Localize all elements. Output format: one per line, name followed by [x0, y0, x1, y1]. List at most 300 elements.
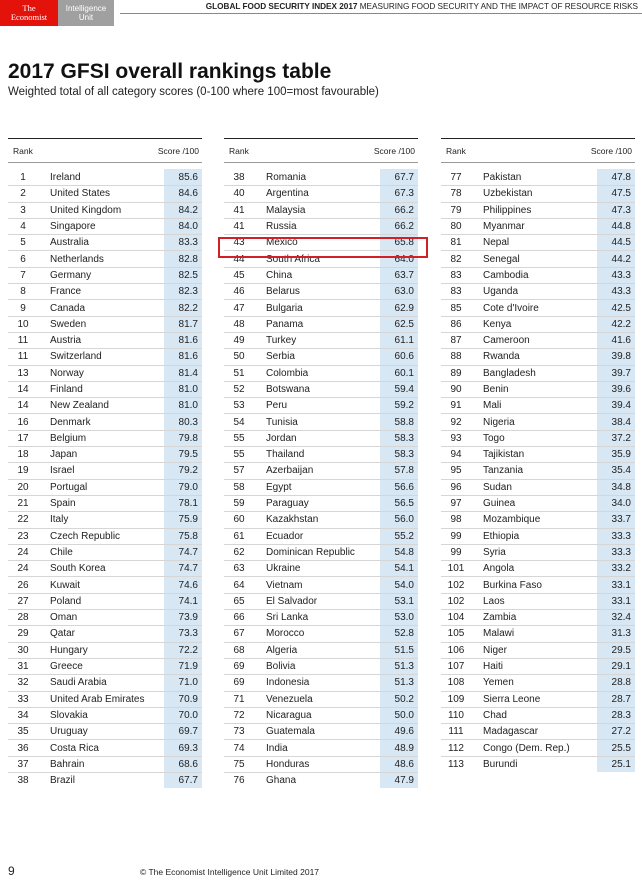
- rank-cell: 97: [450, 498, 462, 510]
- rank-cell: 60: [233, 514, 245, 526]
- score-cell: 35.4: [597, 463, 635, 478]
- score-cell: 79.0: [164, 480, 202, 495]
- score-cell: 69.7: [164, 724, 202, 739]
- country-cell: Austria: [50, 335, 82, 347]
- rank-cell: 40: [233, 188, 245, 200]
- table-row: [441, 250, 635, 266]
- table-row: [441, 283, 635, 299]
- table-row: [224, 446, 418, 462]
- score-cell: 75.8: [164, 529, 202, 544]
- table-row: [224, 495, 418, 511]
- country-cell: France: [50, 286, 82, 298]
- country-cell: Myanmar: [483, 221, 525, 233]
- rank-cell: 2: [20, 188, 26, 200]
- table-row: [441, 625, 635, 641]
- rank-cell: 91: [450, 400, 462, 412]
- rank-cell: 47: [233, 302, 245, 314]
- country-cell: Belarus: [266, 286, 300, 298]
- table-row: [224, 642, 418, 658]
- table-row: [224, 218, 418, 234]
- column-header: [224, 138, 418, 163]
- rank-cell: 106: [447, 644, 465, 656]
- table-row: [224, 348, 418, 364]
- rank-cell: 36: [17, 742, 29, 754]
- table-row: [8, 642, 202, 658]
- table-row: [441, 495, 635, 511]
- table-row: [441, 544, 635, 560]
- rank-cell: 101: [447, 563, 465, 575]
- country-cell: Cote d'Ivoire: [483, 302, 539, 314]
- table-row: [224, 544, 418, 560]
- table-row: [8, 739, 202, 755]
- table-row: [441, 707, 635, 723]
- country-cell: Japan: [50, 449, 78, 461]
- rank-cell: 35: [17, 726, 29, 738]
- table-row: [8, 185, 202, 201]
- header-logos: [0, 0, 114, 26]
- table-row: [8, 218, 202, 234]
- rank-cell: 57: [233, 465, 245, 477]
- country-cell: Portugal: [50, 481, 88, 493]
- rank-cell: 94: [450, 449, 462, 461]
- rank-cell: 80: [450, 221, 462, 233]
- table-row: [8, 625, 202, 641]
- country-cell: Denmark: [50, 416, 91, 428]
- country-cell: Serbia: [266, 351, 295, 363]
- country-cell: Switzerland: [50, 351, 102, 363]
- rank-cell: 89: [450, 367, 462, 379]
- score-cell: 63.0: [380, 284, 418, 299]
- country-cell: United Arab Emirates: [50, 693, 145, 705]
- table-row: [441, 528, 635, 544]
- score-cell: 71.9: [164, 659, 202, 674]
- rank-cell: 73: [233, 726, 245, 738]
- rank-cell: 110: [448, 709, 464, 721]
- rank-cell: 24: [17, 563, 29, 575]
- table-row: [8, 691, 202, 707]
- table-row: [224, 625, 418, 641]
- country-cell: Ghana: [266, 775, 297, 787]
- rank-cell: 67: [233, 628, 245, 640]
- country-cell: Algeria: [266, 644, 298, 656]
- rank-cell: 92: [450, 416, 462, 428]
- score-cell: 44.5: [597, 235, 635, 250]
- table-row: [441, 169, 635, 185]
- country-cell: Kenya: [483, 318, 512, 330]
- country-cell: Belgium: [50, 432, 87, 444]
- country-cell: Mozambique: [483, 514, 541, 526]
- country-cell: Burundi: [483, 758, 518, 770]
- rank-cell: 68: [233, 644, 245, 656]
- score-cell: 55.2: [380, 529, 418, 544]
- rank-cell: 53: [233, 400, 245, 412]
- score-cell: 49.6: [380, 724, 418, 739]
- rank-cell: 81: [450, 237, 462, 249]
- country-cell: Laos: [483, 595, 505, 607]
- country-cell: Congo (Dem. Rep.): [483, 742, 570, 754]
- rank-cell: 69: [233, 677, 245, 689]
- rank-cell: 54: [233, 416, 245, 428]
- table-row: [8, 772, 202, 788]
- score-cell: 67.3: [380, 186, 418, 201]
- country-cell: Benin: [483, 384, 509, 395]
- country-cell: Netherlands: [50, 253, 104, 265]
- country-cell: Kuwait: [50, 579, 81, 591]
- table-row: [224, 283, 418, 299]
- score-header: Score /100: [373, 145, 415, 156]
- score-cell: 52.8: [380, 626, 418, 641]
- score-cell: 50.2: [380, 692, 418, 707]
- rank-cell: 62: [233, 546, 245, 558]
- country-cell: Zambia: [483, 612, 517, 624]
- rank-header: Rank: [446, 145, 466, 156]
- rankings-column-2: [224, 138, 418, 788]
- table-row: [8, 707, 202, 723]
- table-row: [224, 299, 418, 315]
- rank-cell: 112: [448, 742, 464, 754]
- score-cell: 82.2: [164, 300, 202, 315]
- score-cell: 73.3: [164, 626, 202, 641]
- table-row: [8, 250, 202, 266]
- score-cell: 34.8: [597, 480, 635, 495]
- rank-cell: 22: [17, 514, 29, 526]
- country-cell: Saudi Arabia: [50, 677, 107, 689]
- rank-cell: 86: [450, 318, 462, 330]
- rank-cell: 49: [233, 335, 245, 347]
- country-cell: Nicaragua: [266, 709, 312, 721]
- score-cell: 85.6: [164, 169, 202, 185]
- rank-cell: 58: [233, 481, 245, 493]
- score-cell: 65.8: [380, 235, 418, 250]
- country-cell: Paraguay: [266, 498, 309, 510]
- running-header: [120, 2, 638, 11]
- rank-cell: 46: [233, 286, 245, 298]
- country-cell: Guinea: [483, 498, 516, 510]
- rank-cell: 105: [447, 628, 465, 640]
- score-cell: 58.8: [380, 414, 418, 429]
- score-cell: 34.0: [597, 496, 635, 511]
- score-cell: 28.7: [597, 692, 635, 707]
- country-cell: Bahrain: [50, 758, 85, 770]
- rank-cell: 19: [17, 465, 29, 477]
- table-row: [224, 479, 418, 495]
- score-cell: 79.5: [164, 447, 202, 462]
- country-cell: United States: [50, 188, 111, 200]
- table-row: [8, 723, 202, 739]
- rank-cell: 109: [447, 693, 465, 705]
- rank-header: Rank: [229, 145, 249, 156]
- country-cell: El Salvador: [266, 595, 318, 607]
- score-cell: 75.9: [164, 512, 202, 527]
- rank-cell: 77: [450, 171, 462, 183]
- score-cell: 70.0: [164, 708, 202, 723]
- table-row: [8, 397, 202, 413]
- table-row: [8, 202, 202, 218]
- score-cell: 84.6: [164, 186, 202, 201]
- rank-cell: 111: [448, 726, 464, 738]
- table-row: [441, 479, 635, 495]
- table-row: [8, 283, 202, 299]
- country-cell: Pakistan: [483, 171, 522, 183]
- rank-cell: 43: [233, 237, 245, 249]
- table-row: [8, 348, 202, 364]
- table-row: [441, 593, 635, 609]
- table-row: [224, 316, 418, 332]
- score-cell: 54.0: [380, 577, 418, 592]
- rank-cell: 32: [17, 677, 29, 689]
- table-row: [224, 169, 418, 185]
- rank-cell: 65: [233, 595, 245, 607]
- table-row: [8, 576, 202, 592]
- rank-cell: 102: [447, 595, 465, 607]
- country-cell: South Korea: [50, 563, 106, 575]
- score-cell: 35.9: [597, 447, 635, 462]
- table-row: [224, 511, 418, 527]
- score-cell: 28.3: [597, 708, 635, 723]
- score-cell: 44.2: [597, 251, 635, 266]
- score-cell: 58.3: [380, 431, 418, 446]
- country-cell: Jordan: [266, 432, 297, 444]
- country-cell: Ecuador: [266, 530, 304, 542]
- country-cell: Bangladesh: [483, 367, 536, 379]
- header-rule: [120, 13, 642, 14]
- score-cell: 33.3: [597, 529, 635, 544]
- score-cell: 74.7: [164, 561, 202, 576]
- table-row: [8, 479, 202, 495]
- country-cell: South Africa: [266, 253, 320, 265]
- score-cell: 72.2: [164, 643, 202, 658]
- score-cell: 81.0: [164, 398, 202, 413]
- rank-cell: 98: [450, 514, 462, 526]
- country-cell: Senegal: [483, 253, 520, 265]
- table-row: [441, 609, 635, 625]
- page-subtitle: Weighted total of all category scores (0-100 where 100=most favourable): [8, 86, 379, 98]
- country-cell: Singapore: [50, 221, 96, 233]
- rank-cell: 6: [20, 253, 26, 265]
- table-row: [441, 691, 635, 707]
- score-cell: 84.0: [164, 219, 202, 234]
- table-row: [441, 511, 635, 527]
- rank-cell: 69: [233, 661, 245, 673]
- score-cell: 39.8: [597, 349, 635, 364]
- country-cell: Uruguay: [50, 726, 88, 738]
- table-row: [441, 560, 635, 576]
- table-row: [8, 413, 202, 429]
- table-row: [224, 593, 418, 609]
- score-cell: 28.8: [597, 675, 635, 690]
- score-cell: 33.2: [597, 561, 635, 576]
- country-cell: Malawi: [483, 628, 515, 640]
- country-cell: Morocco: [266, 628, 305, 640]
- score-cell: 81.0: [164, 382, 202, 397]
- table-row: [8, 299, 202, 315]
- rank-cell: 11: [17, 335, 29, 347]
- score-cell: 83.3: [164, 235, 202, 250]
- table-row: [441, 462, 635, 478]
- country-cell: Russia: [266, 221, 297, 233]
- score-cell: 43.3: [597, 284, 635, 299]
- country-cell: Italy: [50, 514, 69, 526]
- rank-header: Rank: [13, 145, 33, 156]
- table-row: [441, 674, 635, 690]
- table-row: [441, 185, 635, 201]
- score-cell: 29.5: [597, 643, 635, 658]
- table-row: [8, 381, 202, 397]
- logo-line1: The: [22, 3, 36, 13]
- country-cell: Philippines: [483, 204, 532, 216]
- country-cell: Ethiopia: [483, 530, 520, 542]
- table-row: [224, 560, 418, 576]
- rank-cell: 13: [17, 367, 29, 379]
- score-cell: 74.7: [164, 545, 202, 560]
- country-cell: Ukraine: [266, 563, 301, 575]
- score-cell: 54.8: [380, 545, 418, 560]
- country-cell: Sierra Leone: [483, 693, 541, 705]
- rank-cell: 113: [448, 758, 464, 770]
- table-row: [8, 462, 202, 478]
- rank-cell: 79: [450, 204, 462, 216]
- country-cell: Sudan: [483, 481, 512, 493]
- country-cell: Finland: [50, 384, 83, 395]
- score-cell: 47.9: [380, 773, 418, 788]
- score-cell: 33.1: [597, 594, 635, 609]
- score-cell: 81.4: [164, 366, 202, 381]
- rank-cell: 14: [17, 384, 29, 395]
- table-row: [8, 332, 202, 348]
- score-cell: 61.1: [380, 333, 418, 348]
- country-cell: Sweden: [50, 318, 87, 330]
- table-row: [441, 365, 635, 381]
- table-row: [224, 397, 418, 413]
- score-cell: 79.8: [164, 431, 202, 446]
- table-row: [8, 234, 202, 250]
- score-cell: 68.6: [164, 757, 202, 772]
- rank-cell: 85: [450, 302, 462, 314]
- country-cell: Uzbekistan: [483, 188, 533, 200]
- rank-cell: 52: [233, 384, 245, 395]
- rank-cell: 90: [450, 384, 462, 395]
- table-row: [8, 267, 202, 283]
- table-row: [441, 756, 635, 772]
- rank-cell: 108: [447, 677, 465, 689]
- rank-cell: 5: [20, 237, 26, 249]
- country-cell: Tanzania: [483, 465, 524, 477]
- country-cell: Poland: [50, 595, 82, 607]
- score-cell: 25.1: [597, 757, 635, 772]
- score-cell: 54.1: [380, 561, 418, 576]
- table-row: [224, 609, 418, 625]
- table-row: [441, 234, 635, 250]
- table-row: [8, 658, 202, 674]
- column-header: [8, 138, 202, 163]
- country-cell: Greece: [50, 661, 83, 673]
- table-row: [441, 299, 635, 315]
- rank-cell: 7: [20, 269, 26, 281]
- table-row: [224, 381, 418, 397]
- score-cell: 64.0: [380, 251, 418, 266]
- score-cell: 60.1: [380, 366, 418, 381]
- rank-cell: 30: [17, 644, 29, 656]
- score-cell: 37.2: [597, 431, 635, 446]
- country-cell: Ireland: [50, 171, 81, 183]
- country-cell: Venezuela: [266, 693, 313, 705]
- eiu-line1: Intelligence: [65, 4, 107, 13]
- rank-cell: 61: [233, 530, 245, 542]
- rank-cell: 34: [17, 709, 29, 721]
- rank-cell: 24: [17, 546, 29, 558]
- score-cell: 56.5: [380, 496, 418, 511]
- table-row: [224, 772, 418, 788]
- country-cell: Nigeria: [483, 416, 515, 428]
- country-cell: Chad: [483, 709, 507, 721]
- rank-cell: 27: [17, 595, 29, 607]
- country-cell: Burkina Faso: [483, 579, 542, 591]
- table-row: [441, 413, 635, 429]
- country-cell: Malaysia: [266, 204, 306, 216]
- country-cell: Oman: [50, 612, 78, 624]
- rank-cell: 104: [447, 612, 465, 624]
- table-row: [441, 316, 635, 332]
- rank-cell: 41: [233, 204, 245, 216]
- rank-cell: 23: [17, 530, 29, 542]
- table-row: [224, 723, 418, 739]
- country-cell: Cambodia: [483, 269, 529, 281]
- country-cell: Mali: [483, 400, 502, 412]
- rank-cell: 87: [450, 335, 462, 347]
- rank-cell: 93: [450, 432, 462, 444]
- rank-cell: 50: [233, 351, 245, 363]
- table-row: [8, 593, 202, 609]
- country-cell: Syria: [483, 546, 506, 558]
- score-cell: 70.9: [164, 692, 202, 707]
- rank-cell: 37: [17, 758, 29, 770]
- table-row: [224, 430, 418, 446]
- country-cell: Hungary: [50, 644, 88, 656]
- rank-cell: 17: [17, 432, 29, 444]
- score-header: Score /100: [590, 145, 632, 156]
- rank-cell: 10: [17, 318, 29, 330]
- score-cell: 39.7: [597, 366, 635, 381]
- table-row: [224, 185, 418, 201]
- table-row: [8, 544, 202, 560]
- table-row: [441, 446, 635, 462]
- table-row: [441, 658, 635, 674]
- country-cell: Brazil: [50, 775, 76, 787]
- rank-cell: 14: [17, 400, 29, 412]
- table-row: [441, 723, 635, 739]
- score-cell: 47.8: [597, 169, 635, 185]
- country-cell: China: [266, 269, 293, 281]
- rank-cell: 44: [233, 253, 245, 265]
- country-cell: Czech Republic: [50, 530, 121, 542]
- country-cell: New Zealand: [50, 400, 109, 412]
- country-cell: Germany: [50, 269, 92, 281]
- country-cell: Australia: [50, 237, 89, 249]
- rank-cell: 72: [233, 709, 245, 721]
- rank-cell: 38: [17, 775, 29, 787]
- rows: [441, 169, 635, 772]
- country-cell: Nepal: [483, 237, 510, 249]
- country-cell: Bulgaria: [266, 302, 303, 314]
- country-cell: Haiti: [483, 661, 504, 673]
- rank-cell: 8: [20, 286, 26, 298]
- table-row: [441, 202, 635, 218]
- country-cell: Angola: [483, 563, 515, 575]
- score-cell: 47.3: [597, 203, 635, 218]
- table-row: [8, 528, 202, 544]
- rank-cell: 55: [233, 432, 245, 444]
- rank-cell: 51: [233, 367, 245, 379]
